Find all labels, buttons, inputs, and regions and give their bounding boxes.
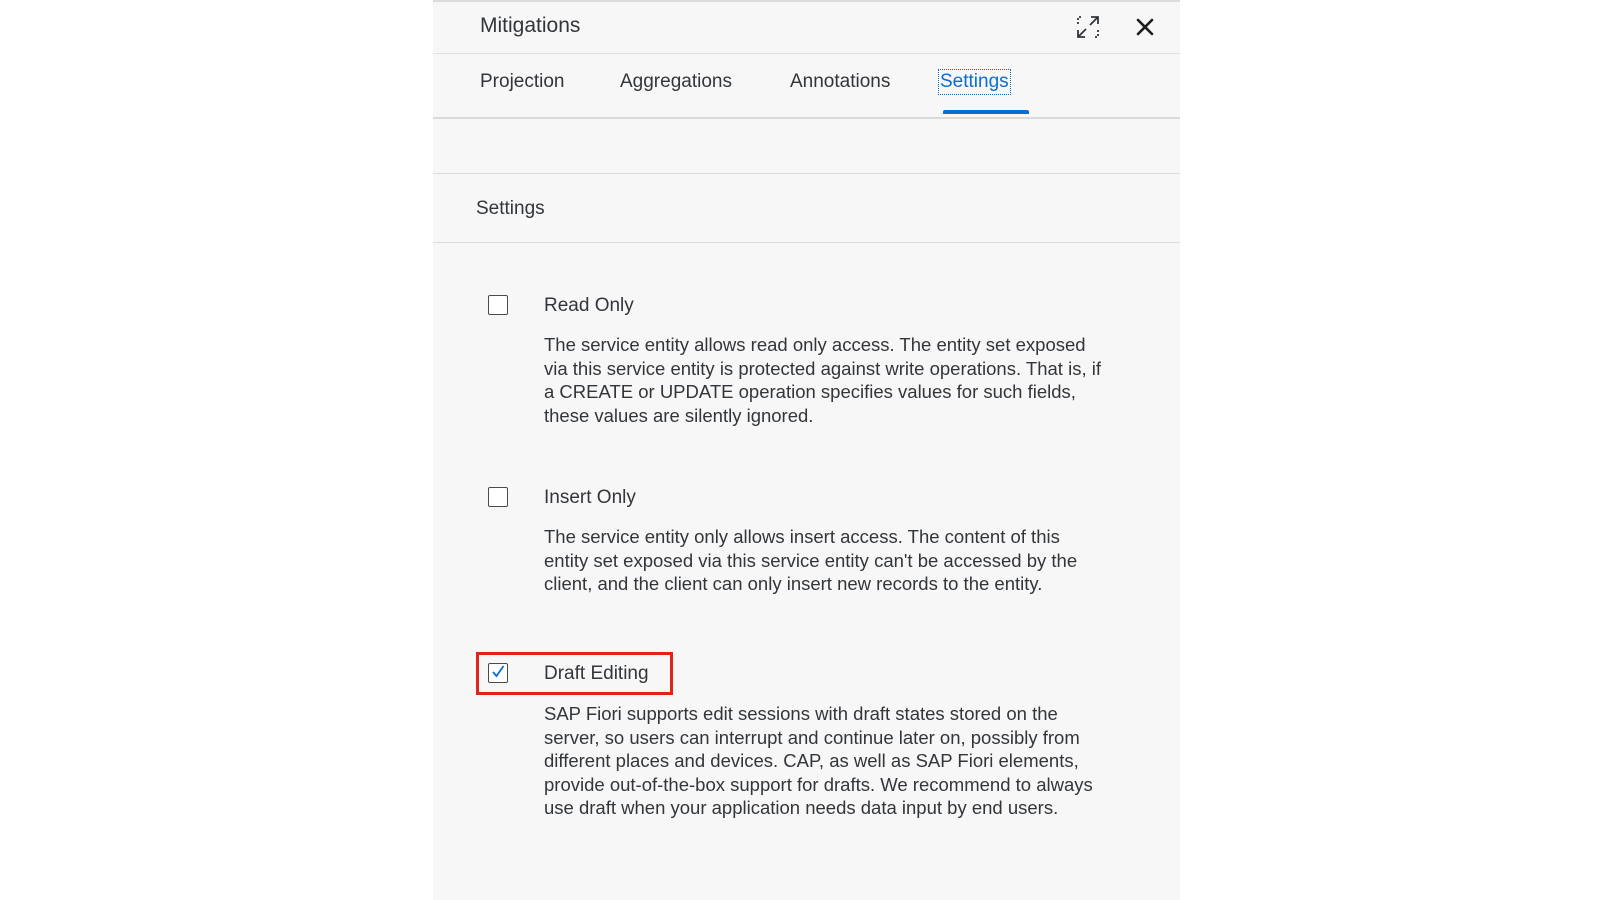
draft-editing-description: SAP Fiori supports edit sessions with draft states stored on the server, so users can interrupt and continue later on, possibly from different places and devices. CAP, as well as SAP Fiori elements, provide out-of-the-box support for drafts. We recommend to always use draft when your application needs data input by end users. [544, 703, 1093, 818]
expand-icon [1075, 14, 1101, 40]
tab-annotations[interactable]: Annotations [790, 71, 891, 92]
active-tab-indicator [943, 110, 1029, 114]
insert-only-description: The service entity only allows insert access. The content of this entity set exposed via this service entity can't be accessed by the client, and the client can only insert new records to the entity. [544, 526, 1078, 594]
mitigations-dialog [433, 0, 1180, 900]
tab-projection[interactable]: Projection [480, 71, 565, 92]
section-title: Settings [476, 198, 545, 219]
insert-only-label: Insert Only [544, 487, 636, 508]
read-only-label: Read Only [544, 295, 634, 316]
tab-aggregations[interactable]: Aggregations [620, 71, 732, 92]
divider [433, 242, 1180, 243]
dialog-header [433, 2, 1180, 54]
read-only-description: The service entity allows read only access. The entity set exposed via this service entity is protected against write operations. That is, if a CREATE or UPDATE operation specifies values for such fields, these values are silently ignored. [544, 334, 1101, 426]
draft-editing-label: Draft Editing [544, 663, 649, 684]
dialog-title: Mitigations [480, 14, 581, 37]
highlight-annotation [476, 652, 673, 695]
divider [433, 173, 1180, 174]
insert-only-checkbox[interactable] [488, 487, 508, 507]
close-button[interactable] [1128, 10, 1162, 44]
read-only-checkbox[interactable] [488, 295, 508, 315]
tab-settings[interactable]: Settings [940, 71, 1009, 92]
close-icon [1135, 17, 1155, 37]
tab-bar [433, 53, 1180, 119]
expand-button[interactable] [1071, 10, 1105, 44]
